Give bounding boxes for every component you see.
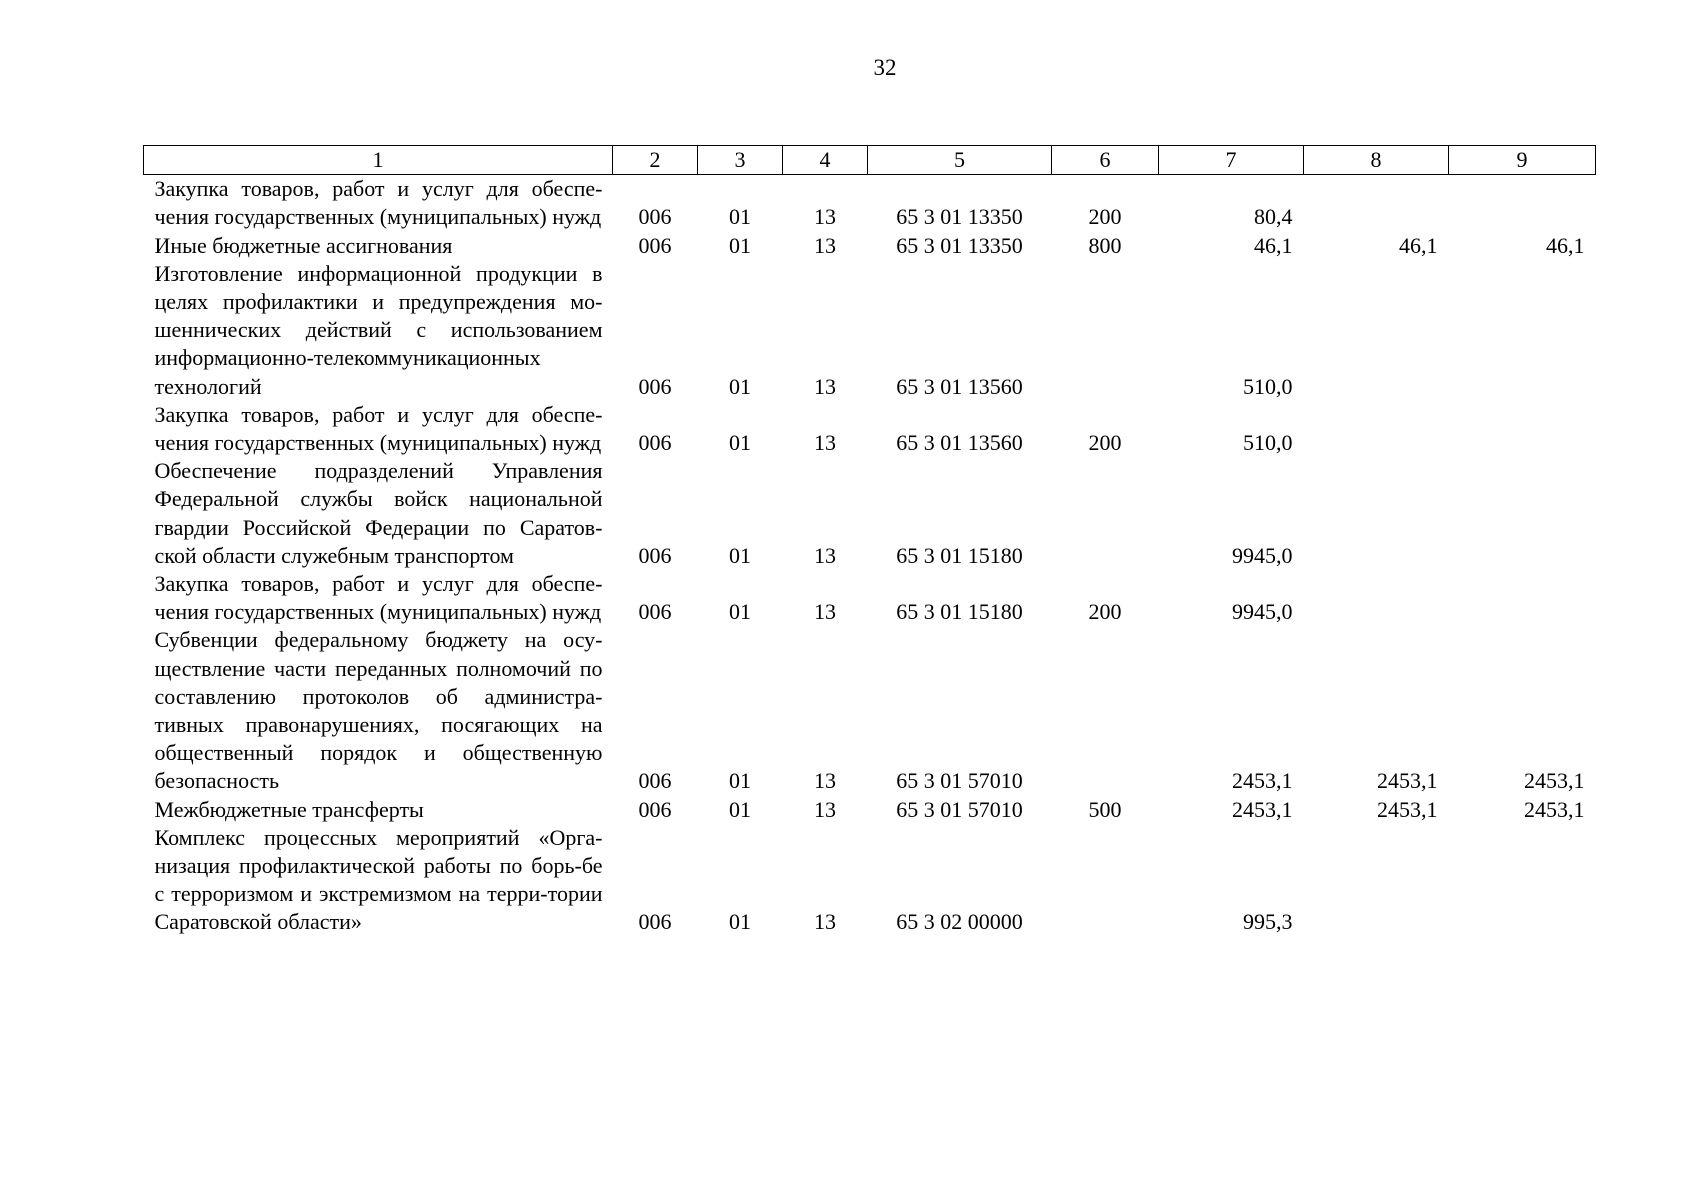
cell-col-6: 200: [1088, 599, 1122, 625]
cell-col-8: 2453,1: [1377, 768, 1438, 794]
cell-col-8: [1304, 175, 1449, 232]
page-number: 32: [873, 55, 897, 80]
cell-col-6: 200: [1088, 204, 1122, 230]
cell-col-6: [1052, 626, 1159, 795]
cell-col-5: 65 3 01 15180: [896, 542, 1023, 568]
cell-col-9: [1449, 570, 1596, 626]
cell-col-9: [1449, 457, 1596, 570]
cell-col-4: 13: [814, 599, 836, 625]
cell-col-7: 2453,1: [1232, 796, 1293, 822]
cell-col-4: 13: [814, 373, 836, 399]
cell-col-3: 01: [729, 542, 751, 568]
cell-col-9: [1449, 175, 1596, 232]
cell-col-8: [1304, 457, 1449, 570]
row-name: Комплекс процессных мероприятий «Орга-низация профилактической работы по борь-бе с терроризмом и экстремизмом на терри-тории Саратовской области»: [154, 824, 603, 935]
cell-col-5: 65 3 01 13560: [896, 373, 1023, 399]
cell-col-8: [1304, 824, 1449, 937]
cell-col-9: [1449, 260, 1596, 401]
cell-col-3: 01: [729, 204, 751, 230]
cell-col-3: 01: [729, 599, 751, 625]
cell-col-9: [1449, 401, 1596, 457]
column-header-8: 8: [1304, 146, 1449, 175]
cell-col-4: 13: [814, 768, 836, 794]
cell-col-7: 995,3: [1243, 909, 1293, 935]
cell-col-2: 006: [638, 430, 672, 456]
cell-col-2: 006: [638, 204, 672, 230]
cell-col-9: 2453,1: [1524, 796, 1585, 822]
cell-col-4: 13: [814, 542, 836, 568]
column-header-1: 1: [144, 146, 613, 175]
cell-col-7: 9945,0: [1232, 599, 1293, 625]
cell-col-7: 80,4: [1254, 204, 1293, 230]
table-row: [144, 232, 1596, 260]
cell-col-7: 9945,0: [1232, 542, 1293, 568]
table-row: [144, 796, 1596, 824]
cell-col-6: [1052, 260, 1159, 401]
column-header-6: 6: [1052, 146, 1159, 175]
cell-col-8: [1304, 260, 1449, 401]
cell-col-5: 65 3 02 00000: [896, 909, 1023, 935]
column-header-4: 4: [783, 146, 868, 175]
cell-col-4: 13: [814, 204, 836, 230]
cell-col-2: 006: [638, 768, 672, 794]
cell-col-4: 13: [814, 796, 836, 822]
row-name: Изготовление информационной продукции в целях профилактики и предупреждения мо-шеннических действий с использованием информационно-телекоммуникационных технологий: [154, 260, 603, 399]
cell-col-5: 65 3 01 13350: [896, 204, 1023, 230]
cell-col-9: 46,1: [1546, 232, 1585, 258]
cell-col-9: [1449, 824, 1596, 937]
cell-col-3: 01: [729, 373, 751, 399]
column-header-7: 7: [1159, 146, 1304, 175]
cell-col-6: 200: [1088, 430, 1122, 456]
cell-col-9: 2453,1: [1524, 768, 1585, 794]
cell-col-6: [1052, 457, 1159, 570]
table-row: [144, 570, 1596, 626]
cell-col-3: 01: [729, 768, 751, 794]
table-row: [144, 824, 1596, 937]
cell-col-4: 13: [814, 430, 836, 456]
cell-col-3: 01: [729, 909, 751, 935]
table-row: [144, 626, 1596, 795]
cell-col-8: 46,1: [1399, 232, 1438, 258]
budget-table: [143, 145, 1596, 937]
cell-col-2: 006: [638, 796, 672, 822]
table-row: [144, 401, 1596, 457]
table-body: [144, 175, 1596, 937]
table-row: [144, 457, 1596, 570]
cell-col-5: 65 3 01 57010: [896, 796, 1023, 822]
cell-col-3: 01: [729, 232, 751, 258]
cell-col-5: 65 3 01 15180: [896, 599, 1023, 625]
row-name: Межбюджетные трансферты: [154, 796, 424, 822]
cell-col-7: 46,1: [1254, 232, 1293, 258]
cell-col-7: 510,0: [1243, 373, 1293, 399]
table-header-row: [144, 146, 1596, 175]
cell-col-8: [1304, 570, 1449, 626]
row-name: Закупка товаров, работ и услуг для обеспе-чения государственных (муниципальных) нужд: [154, 176, 603, 230]
row-name: Иные бюджетные ассигнования: [154, 232, 453, 258]
cell-col-5: 65 3 01 57010: [896, 768, 1023, 794]
column-header-3: 3: [698, 146, 783, 175]
cell-col-2: 006: [638, 232, 672, 258]
row-name: Закупка товаров, работ и услуг для обеспе-чения государственных (муниципальных) нужд: [154, 401, 603, 456]
cell-col-3: 01: [729, 430, 751, 456]
cell-col-6: 800: [1088, 232, 1122, 258]
row-name: Субвенции федеральному бюджету на осу-ществление части переданных полномочий по составлению протоколов об администра-тивных правонарушениях, посягающих на общественный порядок и общественную безопасность: [154, 627, 603, 794]
cell-col-2: 006: [638, 909, 672, 935]
cell-col-2: 006: [638, 542, 672, 568]
cell-col-7: 2453,1: [1232, 768, 1293, 794]
cell-col-2: 006: [638, 599, 672, 625]
cell-col-4: 13: [814, 909, 836, 935]
cell-col-5: 65 3 01 13350: [896, 232, 1023, 258]
table-row: [144, 175, 1596, 232]
cell-col-4: 13: [814, 232, 836, 258]
column-header-5: 5: [868, 146, 1052, 175]
cell-col-6: 500: [1088, 796, 1122, 822]
cell-col-7: 510,0: [1243, 430, 1293, 456]
cell-col-2: 006: [638, 373, 672, 399]
row-name: Закупка товаров, работ и услуг для обеспе-чения государственных (муниципальных) нужд: [154, 571, 603, 625]
cell-col-3: 01: [729, 796, 751, 822]
cell-col-8: [1304, 401, 1449, 457]
column-header-2: 2: [613, 146, 698, 175]
cell-col-5: 65 3 01 13560: [896, 430, 1023, 456]
cell-col-6: [1052, 824, 1159, 937]
row-name: Обеспечение подразделений Управления Федеральной службы войск национальной гвардии Российской Федерации по Саратов-ской области служебным транспортом: [154, 458, 603, 568]
table-row: [144, 260, 1596, 401]
column-header-9: 9: [1449, 146, 1596, 175]
cell-col-8: 2453,1: [1377, 796, 1438, 822]
